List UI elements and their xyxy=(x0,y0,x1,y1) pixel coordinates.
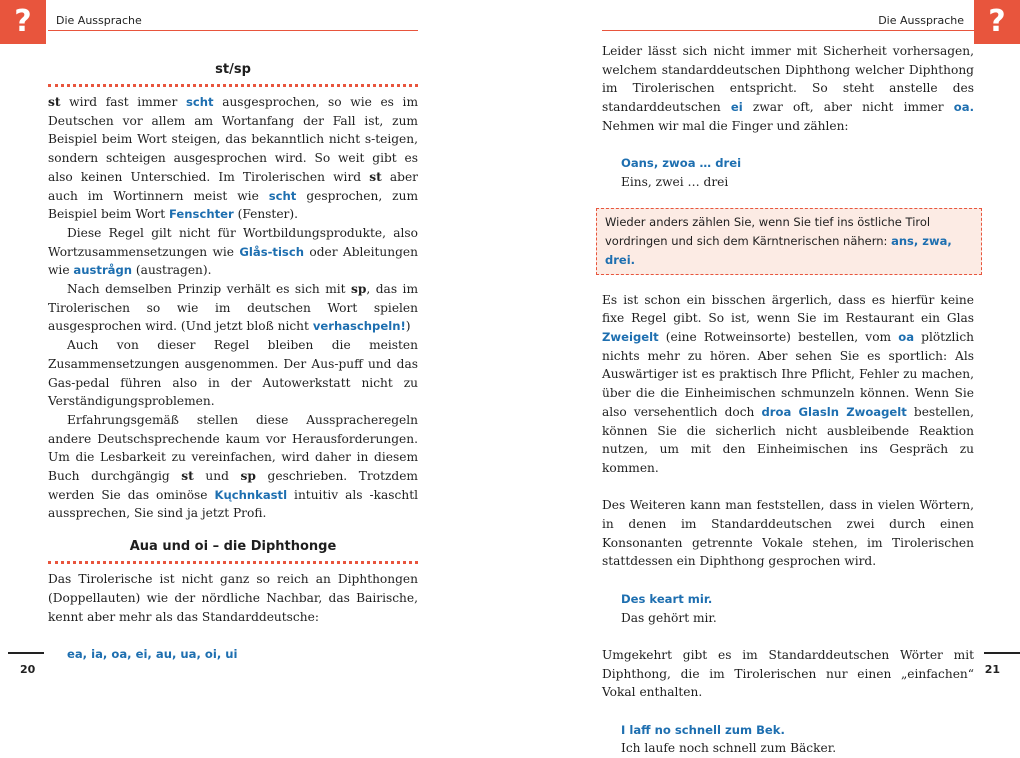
running-head: Die Aussprache xyxy=(878,14,964,27)
example-block xyxy=(602,721,974,758)
dialect-term: Fenschter xyxy=(168,207,234,222)
bold-term: st xyxy=(369,169,382,184)
paragraph: Auch von dieser Regel bleiben die meisten Zusammensetzungen ausgenommen. Der Aus-puff und das Gas-pedal führen also in der Autowerkstatt nicht zu Verständigungsproblemen. xyxy=(48,338,418,409)
dialect-term: ei xyxy=(730,100,743,115)
bold-term: sp xyxy=(351,282,367,297)
section-title-diphthonge: Aua und oi – die Diphthonge xyxy=(129,539,337,555)
paragraph: Des Weiteren kann man feststellen, dass in vielen Wörtern, in denen im Standarddeutschen zwei durch einen Konsonanten getrennte Vokale stehen, im Tirolerischen stattdessen ein Diphthong gesprochen wird. xyxy=(602,498,974,569)
header-rule xyxy=(48,30,418,31)
paragraph: st wird fast immer scht ausgesprochen, so wie es im Deutschen vor allem am Wortanfang der Fall ist, zum Beispiel beim Wort steigen, das bekanntlich nicht s-teigen, sondern schteigen ausgesprochen wird. So weit gibt es also keinen Unterschied. Im Tirolerischen wird st aber auch im Wortinnern meist wie scht gesprochen, zum Beispiel beim Wort Fenschter (Fenster). xyxy=(48,95,419,222)
dialect-term: oa. xyxy=(953,100,974,115)
example-tirolean: Des keart mir. xyxy=(621,591,713,606)
example-tirolean: I laff no schnell zum Bek. xyxy=(621,722,785,737)
paragraph: Umgekehrt gibt es im Standarddeutschen Wörter mit Diphthong, die im Tirolerischen nur einen „einfachen“ Vokal enthalten. xyxy=(602,647,974,700)
dialect-term: droa Glasln Zwoagelt xyxy=(761,404,907,419)
paragraph: Diese Regel gilt nicht für Wortbildungsprodukte, also Wortzusammensetzungen wie Glås-tisch oder Ableitungen wie austrågn (austragen). xyxy=(48,225,418,278)
dialect-term: scht xyxy=(185,95,214,109)
right-column xyxy=(602,42,974,758)
paragraph: Leider lässt sich nicht immer mit Sicherheit vorhersagen, welchem standarddeutschen Diphthong welcher Diphthong im Tirolerischen entspricht. So steht anstelle des standarddeutschen ei zwar oft, aber nicht immer oa. Nehmen wir mal die Finger und zählen: xyxy=(602,44,974,133)
question-mark-icon: ? xyxy=(0,0,46,44)
left-column xyxy=(48,60,418,664)
example-standard: Eins, zwei … drei xyxy=(621,174,729,189)
left-page xyxy=(0,0,510,696)
dotted-divider xyxy=(48,84,418,87)
example-standard: Das gehört mir. xyxy=(621,610,717,625)
example-block xyxy=(602,154,974,191)
bold-term: sp xyxy=(240,469,256,484)
dialect-term: Glås-tisch xyxy=(239,244,304,259)
diphthong-list: ea, ia, oa, ei, au, ua, oi, ui xyxy=(67,646,238,661)
footer-rule xyxy=(8,652,44,654)
bold-term: st xyxy=(48,95,61,109)
running-head: Die Aussprache xyxy=(56,14,142,27)
example-standard: Ich laufe noch schnell zum Bäcker. xyxy=(621,741,837,756)
paragraph: Es ist schon ein bisschen ärgerlich, dass es hierfür keine fixe Regel gibt. So ist, wenn Sie im Restaurant ein Glas Zweigelt (eine Rotweinsorte) bestellen, vom oa plötzlich nichts mehr zu hören. Aber sehen Sie es sportlich: Als Auswärtiger ist es praktisch Ihre Pflicht, Fehler zu machen, über die die Einheimischen schmunzeln können. Wenn Sie also versehentlich doch droa Glasln Zwoagelt bestellen, können Sie die sicherlich nicht ausbleibende Reaktion nutzen, um mit den Einheimischen ins Gespräch zu kommen. xyxy=(602,292,975,475)
dialect-term: oa xyxy=(898,330,915,345)
dialect-term: verhaschpeln! xyxy=(312,319,406,334)
dialect-term: ans, zwa, drei. xyxy=(605,233,952,267)
bold-term: st xyxy=(181,469,194,484)
header-rule xyxy=(602,30,974,31)
question-mark-icon: ? xyxy=(974,0,1020,44)
paragraph: Das Tirolerische ist nicht ganz so reich an Diphthongen (Doppellauten) wie der nördliche Nachbar, das Bairische, kennt aber mehr als das Standarddeutsche: xyxy=(48,572,418,624)
dialect-term: austrågn xyxy=(73,263,133,278)
page-number: 20 xyxy=(20,663,36,676)
section-title-st-sp: st/sp xyxy=(215,62,251,77)
footer-rule xyxy=(984,652,1020,654)
dialect-term: Zweigelt xyxy=(602,330,659,345)
dotted-divider xyxy=(48,561,418,564)
callout-box: Wieder anders zählen Sie, wenn Sie tief ins östliche Tirol vordringen und sich dem Kärntnerischen nähern: ans, zwa, drei. xyxy=(596,208,982,275)
page-number: 21 xyxy=(984,663,1000,676)
example-block xyxy=(602,590,974,627)
paragraph: Erfahrungsgemäß stellen diese Ausspracheregeln andere Deutschsprechende kaum vor Herausforderungen. Um die Lesbarkeit zu vereinfachen, wird daher in diesem Buch durchgängig st und sp geschrieben. Trotzdem werden Sie das ominöse Kųchnkastl intuitiv als -kaschtl aussprechen, Sie sind ja jetzt Profi. xyxy=(48,412,419,521)
dialect-term: Kųchnkastl xyxy=(214,487,288,502)
paragraph: Nach demselben Prinzip verhält es sich mit sp, das im Tirolerischen so wie im deutschen Wort spielen ausgesprochen wird. (Und jetzt bloß nicht verhaschpeln!) xyxy=(48,282,418,334)
dialect-term: scht xyxy=(268,188,297,203)
right-page xyxy=(510,0,1020,756)
example-tirolean: Oans, zwoa … drei xyxy=(621,156,742,171)
